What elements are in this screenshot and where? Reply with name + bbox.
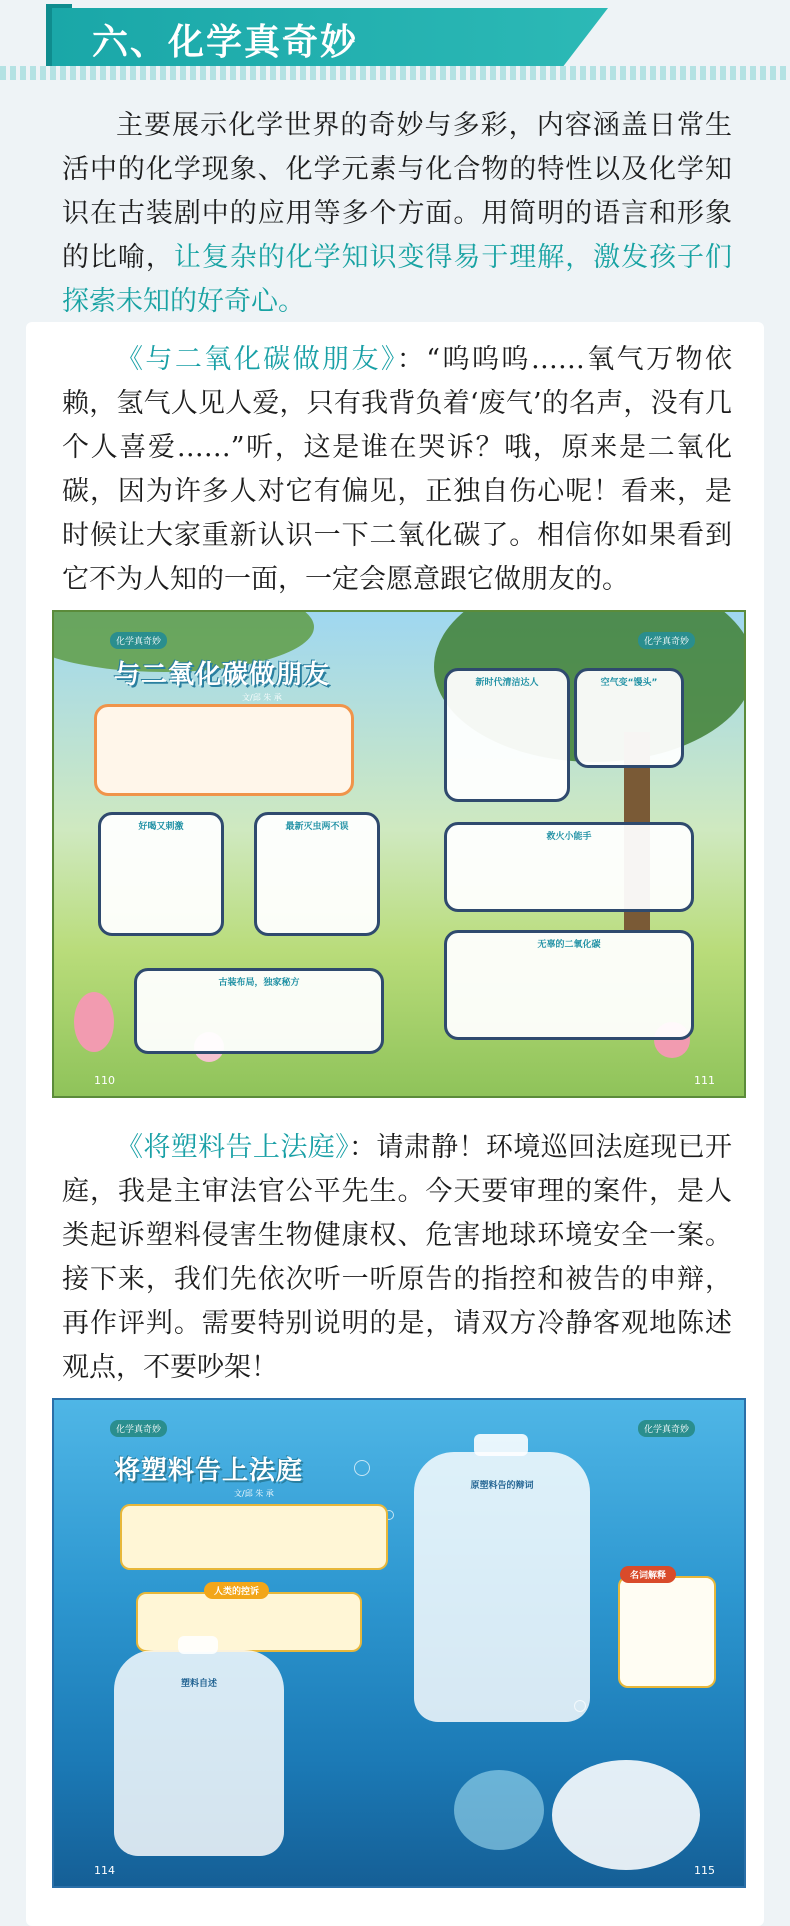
- info-box: [134, 968, 384, 1054]
- glossary-label: 名词解释: [620, 1566, 676, 1583]
- box-title: 塑料自述: [180, 1679, 217, 1689]
- info-box: [254, 812, 380, 936]
- intro-note-box: [94, 704, 354, 796]
- plaintiff-label: 人类的控诉: [204, 1582, 269, 1599]
- spread1-title: 与二氧化碳做朋友: [114, 660, 331, 690]
- box-title: 新时代清洁达人: [475, 678, 539, 688]
- box-title: 救火小能手: [546, 832, 592, 842]
- box-title: 古装布局，独家秘方: [218, 978, 300, 988]
- book2-body: ：请肃静！环境巡回法庭现已开庭，我是主审法官公平先生。今天要审理的案件，是人类起诉塑料侵害生物健康权、危害地球环境安全一案。接下来，我们先依次听一听原告的指控和被告的申辩，再作评判。需要特别说明的是，请双方冷静客观地陈述观点，不要吵架！: [62, 1132, 733, 1383]
- flower: [74, 992, 114, 1052]
- banner-stripes: [0, 66, 790, 80]
- spread1-author: 文/邱 朱 承: [242, 693, 282, 702]
- book1-body: ：“呜呜呜……氧气万物依赖，氢气人见人爱，只有我背负着‘废气’的名声，没有几个人喜爱……”听，这是谁在哭诉？哦，原来是二氧化碳，因为许多人对它有偏见，正独自伤心呢！看来，是时候让大家重新认识一下二氧化碳了。相信你如果看到它不为人知的一面，一定会愿意跟它做朋友的。: [62, 344, 732, 595]
- section-banner: [0, 0, 790, 80]
- intro-accent-text: 让复杂的化学知识变得易于理解，激发孩子们探索未知的好奇心。: [62, 242, 733, 317]
- book1-paragraph: [62, 338, 732, 602]
- box-title: 原塑料告的辩词: [470, 1481, 534, 1491]
- info-box: [444, 668, 570, 802]
- box-title: 空气变“馒头”: [600, 678, 658, 688]
- court-bottle-panel: [414, 1452, 590, 1722]
- page-number-right: 111: [694, 1074, 715, 1087]
- box-title: 无辜的二氧化碳: [537, 940, 601, 950]
- page-number-left: 110: [94, 1074, 115, 1087]
- book2-paragraph: [62, 1126, 732, 1390]
- page-number-right: 115: [694, 1864, 715, 1877]
- info-box: [444, 822, 694, 912]
- glossary-box: [618, 1576, 716, 1688]
- page-tag-right: 化学真奇妙: [638, 1420, 695, 1437]
- info-box: [574, 668, 684, 768]
- page-tag-left: 化学真奇妙: [110, 1420, 167, 1437]
- plaintiff-box: [136, 1592, 362, 1652]
- box-title: 好喝又刺激: [138, 822, 184, 832]
- judge-statement-box: [120, 1504, 388, 1570]
- speech-bubble: [552, 1760, 700, 1870]
- info-box: [444, 930, 694, 1040]
- spread2-author: 文/邱 朱 承: [234, 1489, 274, 1498]
- intro-paragraph: [62, 104, 732, 324]
- page-tag-right: 化学真奇妙: [638, 632, 695, 649]
- bubble-illustration: [454, 1770, 544, 1850]
- spread2-title: 将塑料告上法庭: [114, 1456, 304, 1486]
- book1-title: 《与二氧化碳做朋友》: [116, 344, 397, 375]
- page-tag-left: 化学真奇妙: [110, 632, 167, 649]
- info-box: [98, 812, 224, 936]
- bubble: [354, 1460, 370, 1476]
- box-title: 最新灭虫两不误: [285, 822, 349, 832]
- section-title: 六、化学真奇妙: [92, 22, 359, 63]
- page-number-left: 114: [94, 1864, 115, 1877]
- intro-text: 主要展示化学世界的奇妙与多彩，内容涵盖日常生活中的化学现象、化学元素与化合物的特性以及化学知识在古装剧中的应用等多个方面。用简明的语言和形象的比喻，: [62, 110, 732, 273]
- book2-spread-image: [52, 1398, 746, 1888]
- book1-spread-image: [52, 610, 746, 1098]
- book2-title: 《将塑料告上法庭》: [116, 1132, 349, 1163]
- defendant-bottle-panel: [114, 1650, 284, 1856]
